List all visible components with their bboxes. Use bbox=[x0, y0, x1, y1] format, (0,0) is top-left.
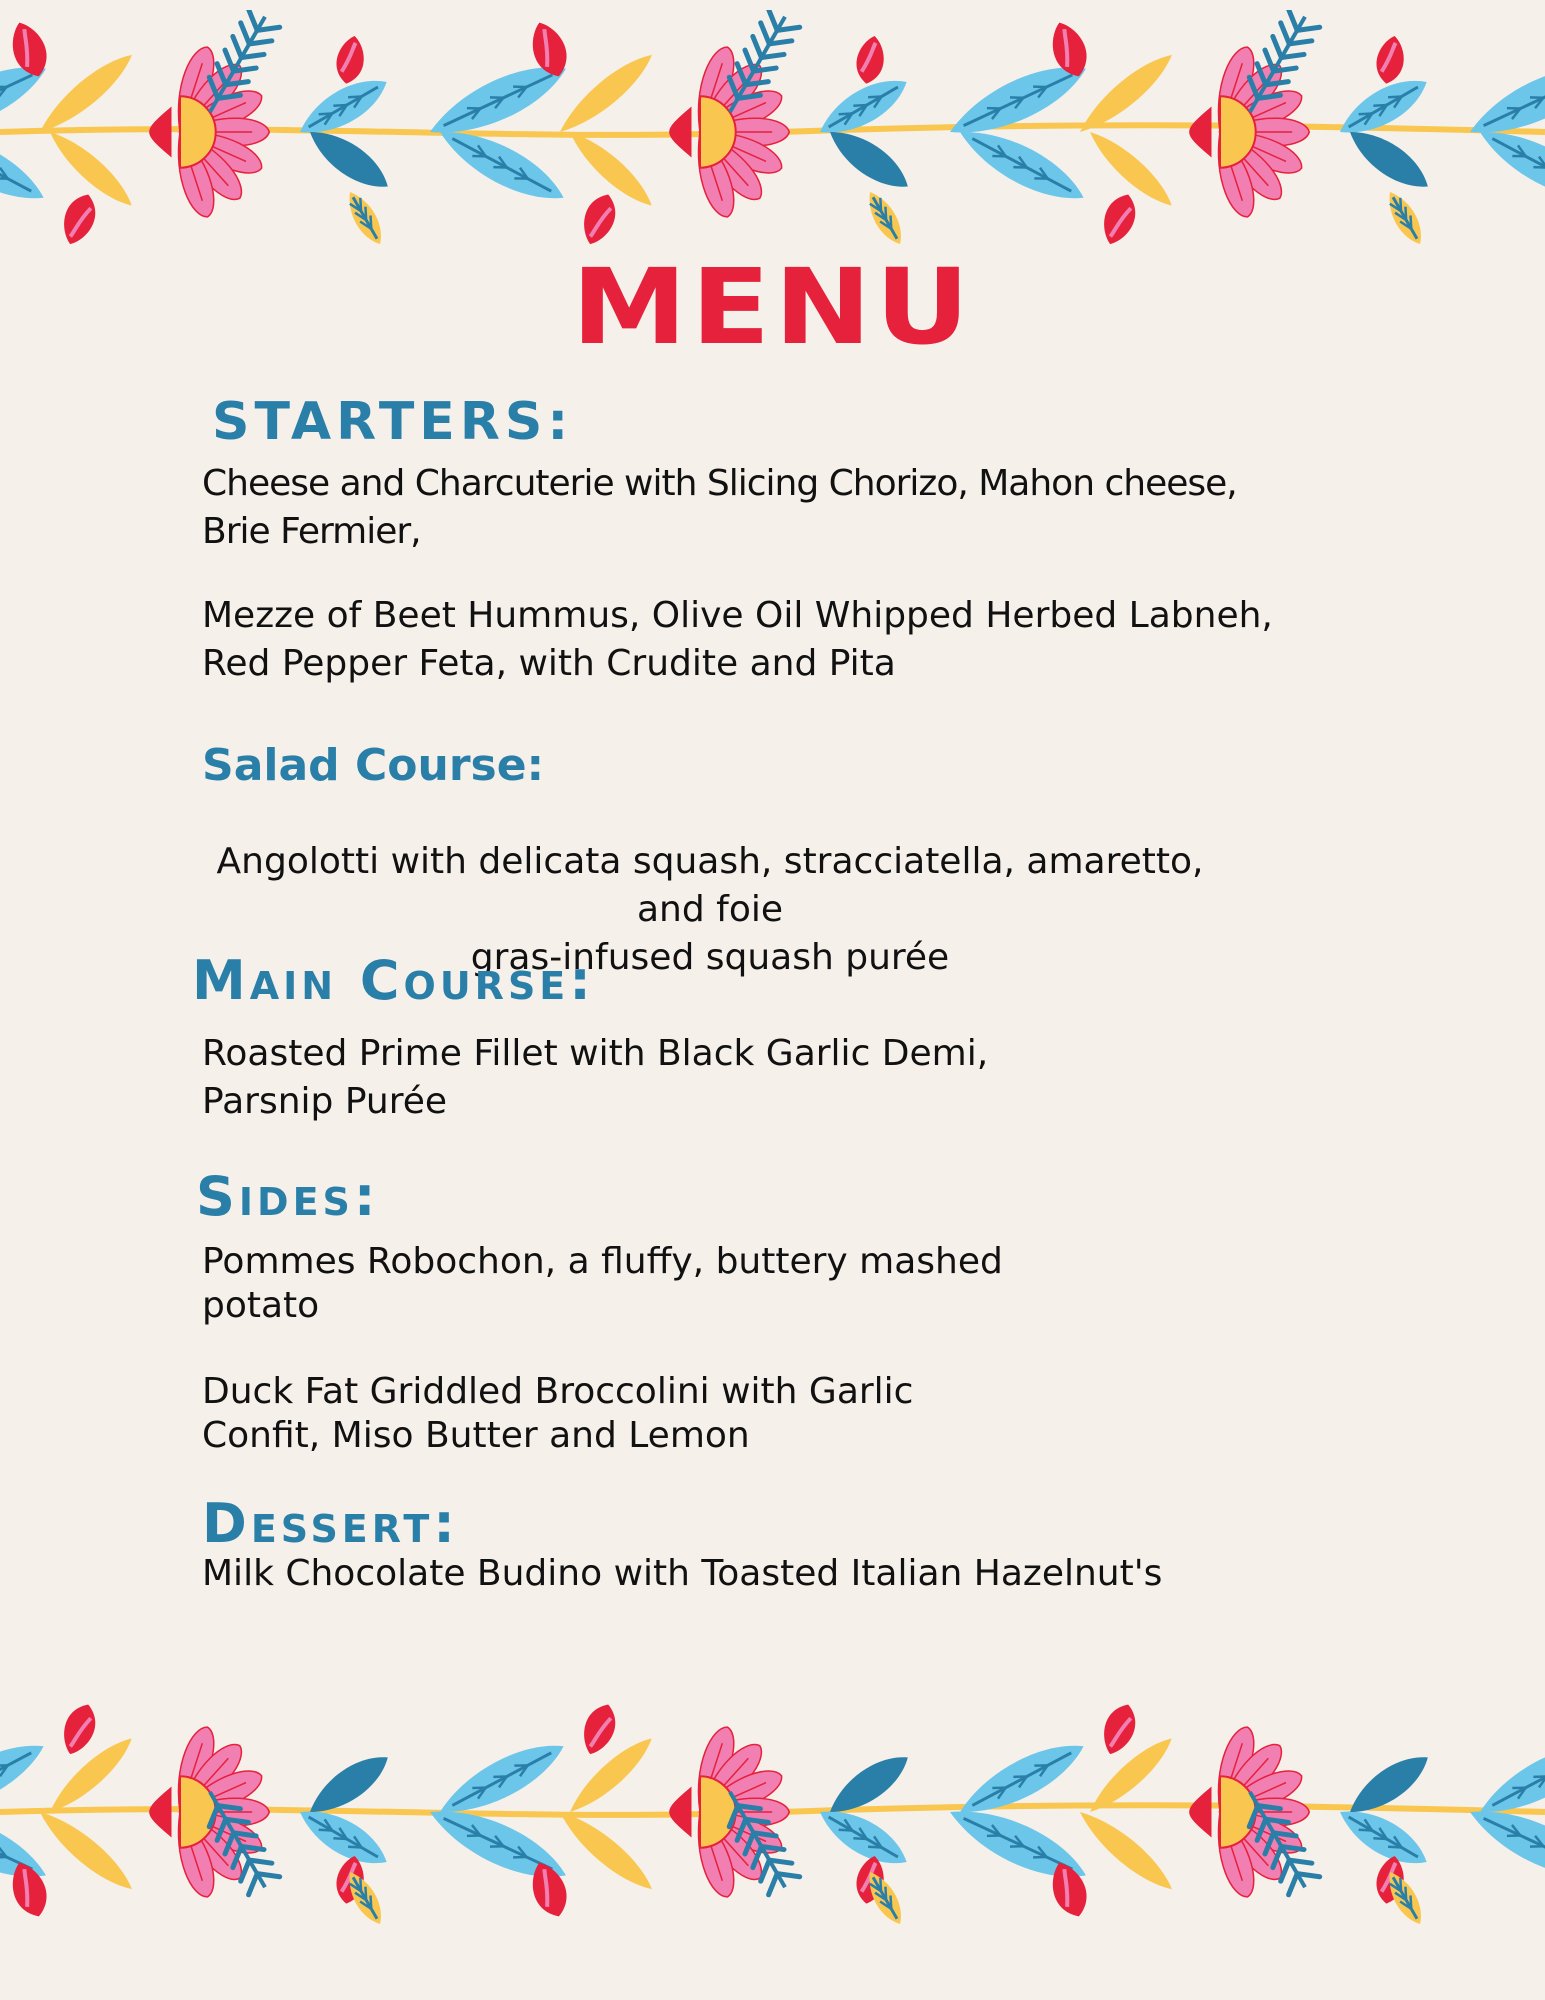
bottom-floral-border bbox=[0, 1690, 1545, 1935]
floral-border-image bbox=[0, 10, 1545, 255]
sides-item-1: Pommes Robochon, a fluffy, buttery mashed potato bbox=[202, 1241, 1003, 1326]
starters-item-1: Cheese and Charcuterie with Slicing Chorizo, Mahon cheese, Brie Fermier, bbox=[202, 463, 1237, 552]
dessert-heading: Dessert: bbox=[202, 1492, 459, 1555]
dessert-item-1: Milk Chocolate Budino with Toasted Italian Hazelnut's bbox=[202, 1553, 1163, 1594]
starters-item-2: Mezze of Beet Hummus, Olive Oil Whipped Herbed Labneh, Red Pepper Feta, with Crudite and Pita bbox=[202, 595, 1273, 684]
sides-item-2: Duck Fat Griddled Broccolini with Garlic Confit, Miso Butter and Lemon bbox=[202, 1371, 914, 1456]
main-course-item-1: Roasted Prime Fillet with Black Garlic Demi, Parsnip Purée bbox=[202, 1033, 989, 1122]
salad-heading: Salad Course: bbox=[202, 740, 545, 791]
floral-border-image bbox=[0, 1690, 1545, 1935]
menu-title: MENU bbox=[571, 246, 974, 369]
sides-heading: Sides: bbox=[196, 1165, 380, 1228]
top-floral-border bbox=[0, 10, 1545, 255]
starters-heading: STARTERS: bbox=[212, 392, 574, 452]
salad-item-1: Angolotti with delicata squash, stracciatella, amaretto, and foie gras-infused squash purée bbox=[216, 841, 1204, 978]
main-course-heading: Main Course: bbox=[192, 949, 595, 1012]
